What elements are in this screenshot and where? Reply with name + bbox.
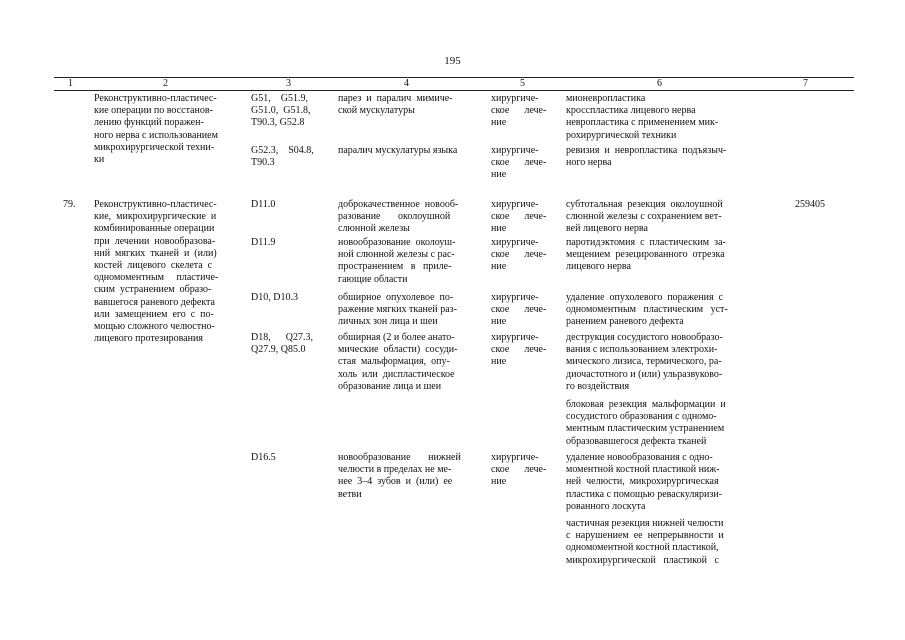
treatment-type: хирургиче- ское лече- ние [491, 145, 547, 181]
procedure-group-name: Реконструктивно-пластичес- кие операции по восстанов- лению функций поражен- ного нерва с использованием микрохирургической техни- ки [94, 93, 218, 166]
treatment-type: хирургиче- ское лече- ние [491, 452, 547, 488]
diagnosis: новообразование нижней челюсти в пределах не ме- нее 3–4 зубов и (или) ее ветви [338, 452, 461, 500]
col-number-6: 6 [657, 78, 662, 89]
treatment-type: хирургиче- ское лече- ние [491, 292, 547, 328]
treatment-methods: деструкция сосудистого новообразо- вания с использованием электрохи- мического лизиса, термического, ра- диочастотного и (или) ульразвуково- го воздействия [566, 332, 723, 392]
table-top-rule [54, 77, 854, 78]
col-number-4: 4 [404, 78, 409, 89]
diagnosis: обширная (2 и более анато- мические области) сосуди- стая мальформация, опу- холь или диспластическое образование лица и шеи [338, 332, 458, 392]
treatment-methods: субтотальная резекция околоушной слюнной железы с сохранением вет- вей лицевого нерва [566, 199, 723, 235]
col-number-7: 7 [803, 78, 808, 89]
treatment-type: хирургиче- ское лече- ние [491, 332, 547, 368]
cost-value: 259405 [795, 199, 825, 210]
diagnosis: доброкачественное новооб- разование околоушной слюнной железы [338, 199, 459, 235]
icd-codes: D10, D10.3 [251, 292, 298, 303]
treatment-type: хирургиче- ское лече- ние [491, 199, 547, 235]
icd-codes: G51, G51.9, G51.0, G51.8, T90.3, G52.8 [251, 93, 311, 129]
table-header-rule [54, 90, 854, 91]
treatment-methods: удаление новообразования с одно- моментной костной пластикой ниж- ней челюсти, микрохирургическая пластика с помощью реваскуляризи- рованного лоскута [566, 452, 723, 512]
diagnosis: парез и паралич мимиче- ской мускулатуры [338, 93, 453, 117]
treatment-methods: блоковая резекция мальформации и сосудистого образования с одномо- ментным пластическим устранением образовавшегося дефекта тканей [566, 399, 726, 447]
icd-codes: D16.5 [251, 452, 276, 463]
icd-codes: D11.9 [251, 237, 276, 248]
treatment-methods: мионевропластика кросспластика лицевого нерва невропластика с применением мик- рохирургической техники [566, 93, 719, 141]
col-number-3: 3 [286, 78, 291, 89]
page-number: 195 [444, 55, 461, 67]
col-number-2: 2 [163, 78, 168, 89]
treatment-type: хирургиче- ское лече- ние [491, 237, 547, 273]
treatment-methods: частичная резекция нижней челюсти с нарушением ее непрерывности и одномоментной костной пластикой, микрохирургической пластикой с [566, 518, 724, 566]
treatment-type: хирургиче- ское лече- ние [491, 93, 547, 129]
col-number-1: 1 [68, 78, 73, 89]
treatment-methods: ревизия и невропластика подъязыч- ного нерва [566, 145, 727, 169]
diagnosis: новообразование околоуш- ной слюнной железы с рас- пространением в приле- гающие области [338, 237, 456, 285]
row-number: 79. [63, 199, 76, 210]
diagnosis: паралич мускулатуры языка [338, 145, 458, 156]
icd-codes: D11.0 [251, 199, 276, 210]
treatment-methods: удаление опухолевого поражения с одномоментным пластическим уст- ранением раневого дефекта [566, 292, 728, 328]
diagnosis: обширное опухолевое по- ражение мягких тканей раз- личных зон лица и шеи [338, 292, 457, 328]
icd-codes: G52.3, S04.8, T90.3 [251, 145, 314, 169]
col-number-5: 5 [520, 78, 525, 89]
treatment-methods: паротидэктомия с пластическим за- мещением резецированного отрезка лицевого нерва [566, 237, 726, 273]
procedure-group-name: Реконструктивно-пластичес- кие, микрохирургические и комбинированные операции при лечении новообразова- ний мягких тканей и (или) костей лицевого скелета с одномоментным пластиче- ским устранением образо- вавшегося раневого дефекта или замещением его с по- мощью сложного челюстно- лицевого протезирования [94, 199, 219, 345]
icd-codes: D18, Q27.3, Q27.9, Q85.0 [251, 332, 313, 356]
